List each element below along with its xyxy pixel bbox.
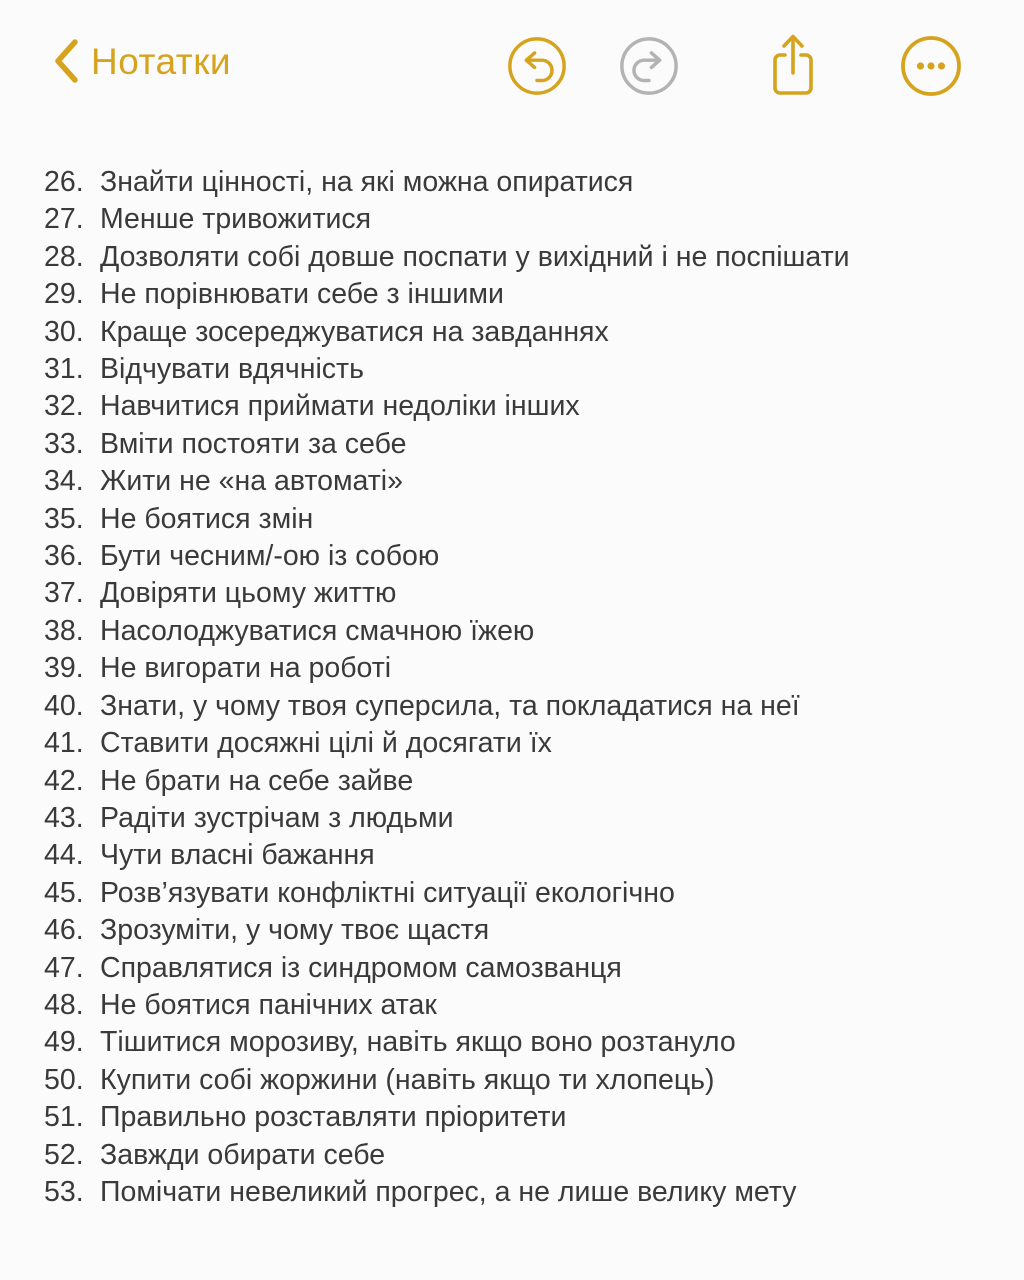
list-item-number: 48. — [44, 988, 84, 1021]
list-item — [44, 650, 994, 687]
list-item-text: Не боятися змін — [100, 502, 314, 535]
list-item-number: 30. — [44, 315, 84, 348]
list-item — [44, 426, 994, 463]
list-item-number: 26. — [44, 166, 84, 198]
more-button[interactable] — [898, 32, 964, 102]
list-item-number: 38. — [44, 614, 84, 647]
list-item-text: Розв’язувати конфліктні ситуації екологічно — [100, 876, 675, 909]
list-item-text: Насолоджуватися смачною їжею — [100, 614, 535, 647]
list-item-number: 37. — [44, 577, 84, 610]
list-item-text: Знати, у чому твоя суперсила, та покладатися на неї — [100, 689, 800, 722]
list-item-text: Помічати невеликий прогрес, а не лише велику мету — [100, 1175, 797, 1208]
list-item-text: Відчувати вдячність — [100, 353, 364, 386]
list-item-number: 34. — [44, 465, 84, 498]
share-button[interactable] — [760, 32, 826, 102]
note-list — [44, 164, 994, 1211]
list-item — [44, 912, 994, 949]
list-item-text: Тішитися морозиву, навіть якщо воно розтануло — [100, 1026, 736, 1059]
list-item-number: 45. — [44, 876, 84, 909]
chevron-left-icon — [52, 38, 79, 84]
list-item-text: Завжди обирати себе — [100, 1138, 386, 1171]
list-item-text: Не вигорати на роботі — [100, 652, 392, 685]
list-item-number: 42. — [44, 764, 84, 797]
list-item-number: 40. — [44, 689, 84, 722]
list-item-number: 51. — [44, 1101, 84, 1134]
list-item — [44, 1062, 994, 1099]
list-item-text: Жити не «на автоматі» — [100, 465, 403, 498]
list-item-text: Не порівнювати себе з іншими — [100, 278, 504, 311]
list-item-number: 27. — [44, 203, 84, 236]
list-item — [44, 1099, 994, 1136]
list-item-text: Знайти цінності, на які можна опиратися — [100, 166, 634, 198]
list-item-text: Ставити досяжні цілі й досягати їх — [100, 727, 552, 760]
list-item-number: 43. — [44, 801, 84, 834]
list-item-text: Не боятися панічних атак — [100, 988, 437, 1021]
undo-button[interactable] — [504, 32, 570, 102]
list-item — [44, 725, 994, 762]
redo-button[interactable] — [616, 32, 682, 102]
list-item — [44, 314, 994, 351]
list-item-number: 33. — [44, 427, 84, 460]
list-item — [44, 688, 994, 725]
list-item — [44, 388, 994, 425]
list-item-number: 35. — [44, 502, 84, 535]
list-item-number: 52. — [44, 1138, 84, 1171]
list-item-text: Краще зосереджуватися на завданнях — [100, 315, 609, 348]
list-item — [44, 351, 994, 388]
list-item-number: 39. — [44, 652, 84, 685]
list-item-text: Купити собі жоржини (навіть якщо ти хлопець) — [100, 1063, 715, 1096]
list-item — [44, 987, 994, 1024]
list-item-number: 50. — [44, 1063, 84, 1096]
list-item-number: 53. — [44, 1175, 84, 1208]
list-item-number: 29. — [44, 278, 84, 311]
list-item — [44, 1174, 994, 1211]
share-icon — [767, 31, 819, 104]
list-item-number: 47. — [44, 951, 84, 984]
list-item-text: Вміти постояти за себе — [100, 427, 407, 460]
list-item-text: Чути власні бажання — [100, 839, 375, 872]
list-item — [44, 276, 994, 313]
back-button-label: Нотатки — [91, 40, 232, 82]
list-item-number: 36. — [44, 540, 84, 573]
list-item — [44, 239, 994, 276]
list-item-number: 46. — [44, 914, 84, 947]
list-item — [44, 837, 994, 874]
list-item — [44, 575, 994, 612]
ellipsis-circle-icon — [899, 34, 963, 101]
list-item-text: Радіти зустрічам з людьми — [100, 801, 454, 834]
list-item — [44, 463, 994, 500]
list-item-number: 28. — [44, 240, 84, 273]
navigation-bar — [0, 0, 1024, 130]
list-item-number: 31. — [44, 353, 84, 386]
list-item-text: Бути чесним/-ою із собою — [100, 540, 440, 573]
list-item-number: 32. — [44, 390, 84, 423]
list-item-number: 41. — [44, 727, 84, 760]
redo-icon — [618, 35, 680, 100]
list-item-text: Зрозуміти, у чому твоє щастя — [100, 914, 490, 947]
list-item — [44, 501, 994, 538]
undo-icon — [506, 35, 568, 100]
list-item-number: 44. — [44, 839, 84, 872]
list-item — [44, 875, 994, 912]
list-item — [44, 950, 994, 987]
list-item — [44, 1024, 994, 1061]
list-item-text: Не брати на себе зайве — [100, 764, 414, 797]
list-item-text: Навчитися приймати недоліки інших — [100, 390, 580, 423]
list-item — [44, 613, 994, 650]
list-item — [44, 538, 994, 575]
list-item — [44, 201, 994, 238]
list-item — [44, 763, 994, 800]
list-item — [44, 1137, 994, 1174]
list-item-text: Правильно розставляти пріоритети — [100, 1101, 567, 1134]
list-item-text: Менше тривожитися — [100, 203, 372, 236]
list-item-number: 49. — [44, 1026, 84, 1059]
list-item-text: Справлятися із синдромом самозванця — [100, 951, 622, 984]
list-item-text: Довіряти цьому життю — [100, 577, 397, 610]
list-item-text: Дозволяти собі довше поспати у вихідний і не поспішати — [100, 240, 850, 273]
back-button[interactable] — [52, 38, 231, 84]
list-item — [44, 164, 994, 201]
list-item — [44, 800, 994, 837]
